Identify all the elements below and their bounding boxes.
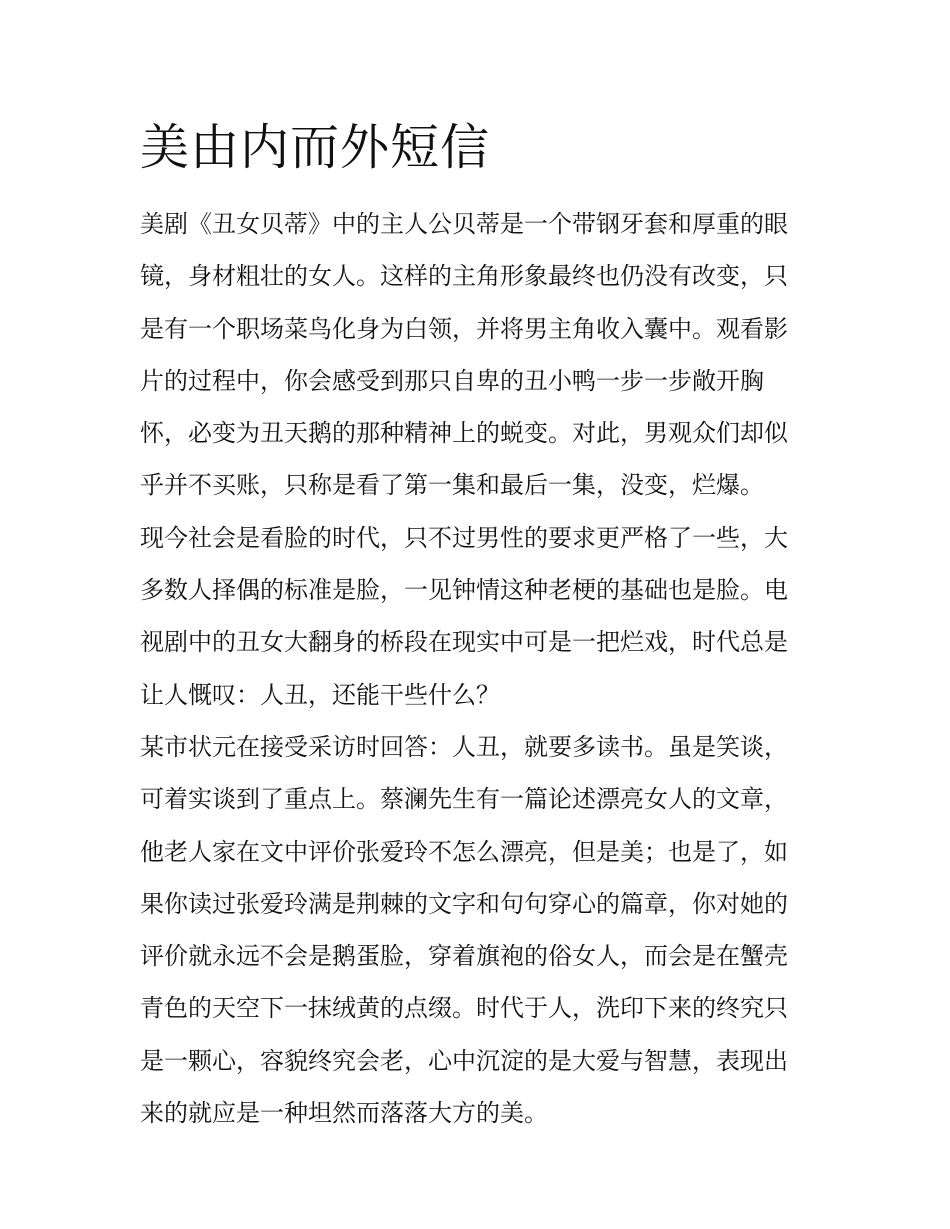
text-line: 多数人择偶的标准是脸，一见钟情这种老梗的基础也是脸。电 <box>140 576 788 605</box>
text-line: 他老人家在文中评价张爱玲不怎么漂亮，但是美；也是了，如 <box>140 837 788 866</box>
text-line: 是一颗心，容貌终究会老，心中沉淀的是大爱与智慧，表现出 <box>140 1046 788 1075</box>
text-line: 美剧《丑女贝蒂》中的主人公贝蒂是一个带钢牙套和厚重的眼 <box>140 210 788 238</box>
text-line: 乎并不买账，只称是看了第一集和最后一集，没变，烂爆。 <box>140 471 764 500</box>
text-line: 可着实谈到了重点上。蔡澜先生有一篇论述漂亮女人的文章， <box>140 785 788 814</box>
text-line: 片的过程中，你会感受到那只自卑的丑小鸭一步一步敞开胸 <box>140 366 764 395</box>
text-line: 现今社会是看脸的时代，只不过男性的要求更严格了一些，大 <box>140 523 788 552</box>
text-line: 某市状元在接受采访时回答：人丑，就要多读书。虽是笑谈， <box>140 732 788 761</box>
text-line: 果你读过张爱玲满是荆棘的文字和句句穿心的篇章，你对她的 <box>140 889 788 918</box>
text-line: 让人慨叹：人丑，还能干些什么？ <box>140 680 500 709</box>
document-title: 美由内而外短信 <box>140 119 491 176</box>
document-page <box>140 110 812 1139</box>
text-line: 来的就应是一种坦然而落落大方的美。 <box>140 1099 548 1128</box>
document-body <box>140 198 812 1139</box>
text-line: 视剧中的丑女大翻身的桥段在现实中可是一把烂戏，时代总是 <box>140 628 788 657</box>
text-line: 是有一个职场菜鸟化身为白领，并将男主角收入囊中。观看影 <box>140 314 788 343</box>
text-line: 怀，必变为丑天鹅的那种精神上的蜕变。对此，男观众们却似 <box>140 419 788 448</box>
text-line: 评价就永远不会是鹅蛋脸，穿着旗袍的俗女人，而会是在蟹壳 <box>140 942 788 971</box>
text-line: 青色的天空下一抹绒黄的点缀。时代于人，洗印下来的终究只 <box>140 994 788 1023</box>
text-line: 镜，身材粗壮的女人。这样的主角形象最终也仍没有改变，只 <box>140 262 788 291</box>
